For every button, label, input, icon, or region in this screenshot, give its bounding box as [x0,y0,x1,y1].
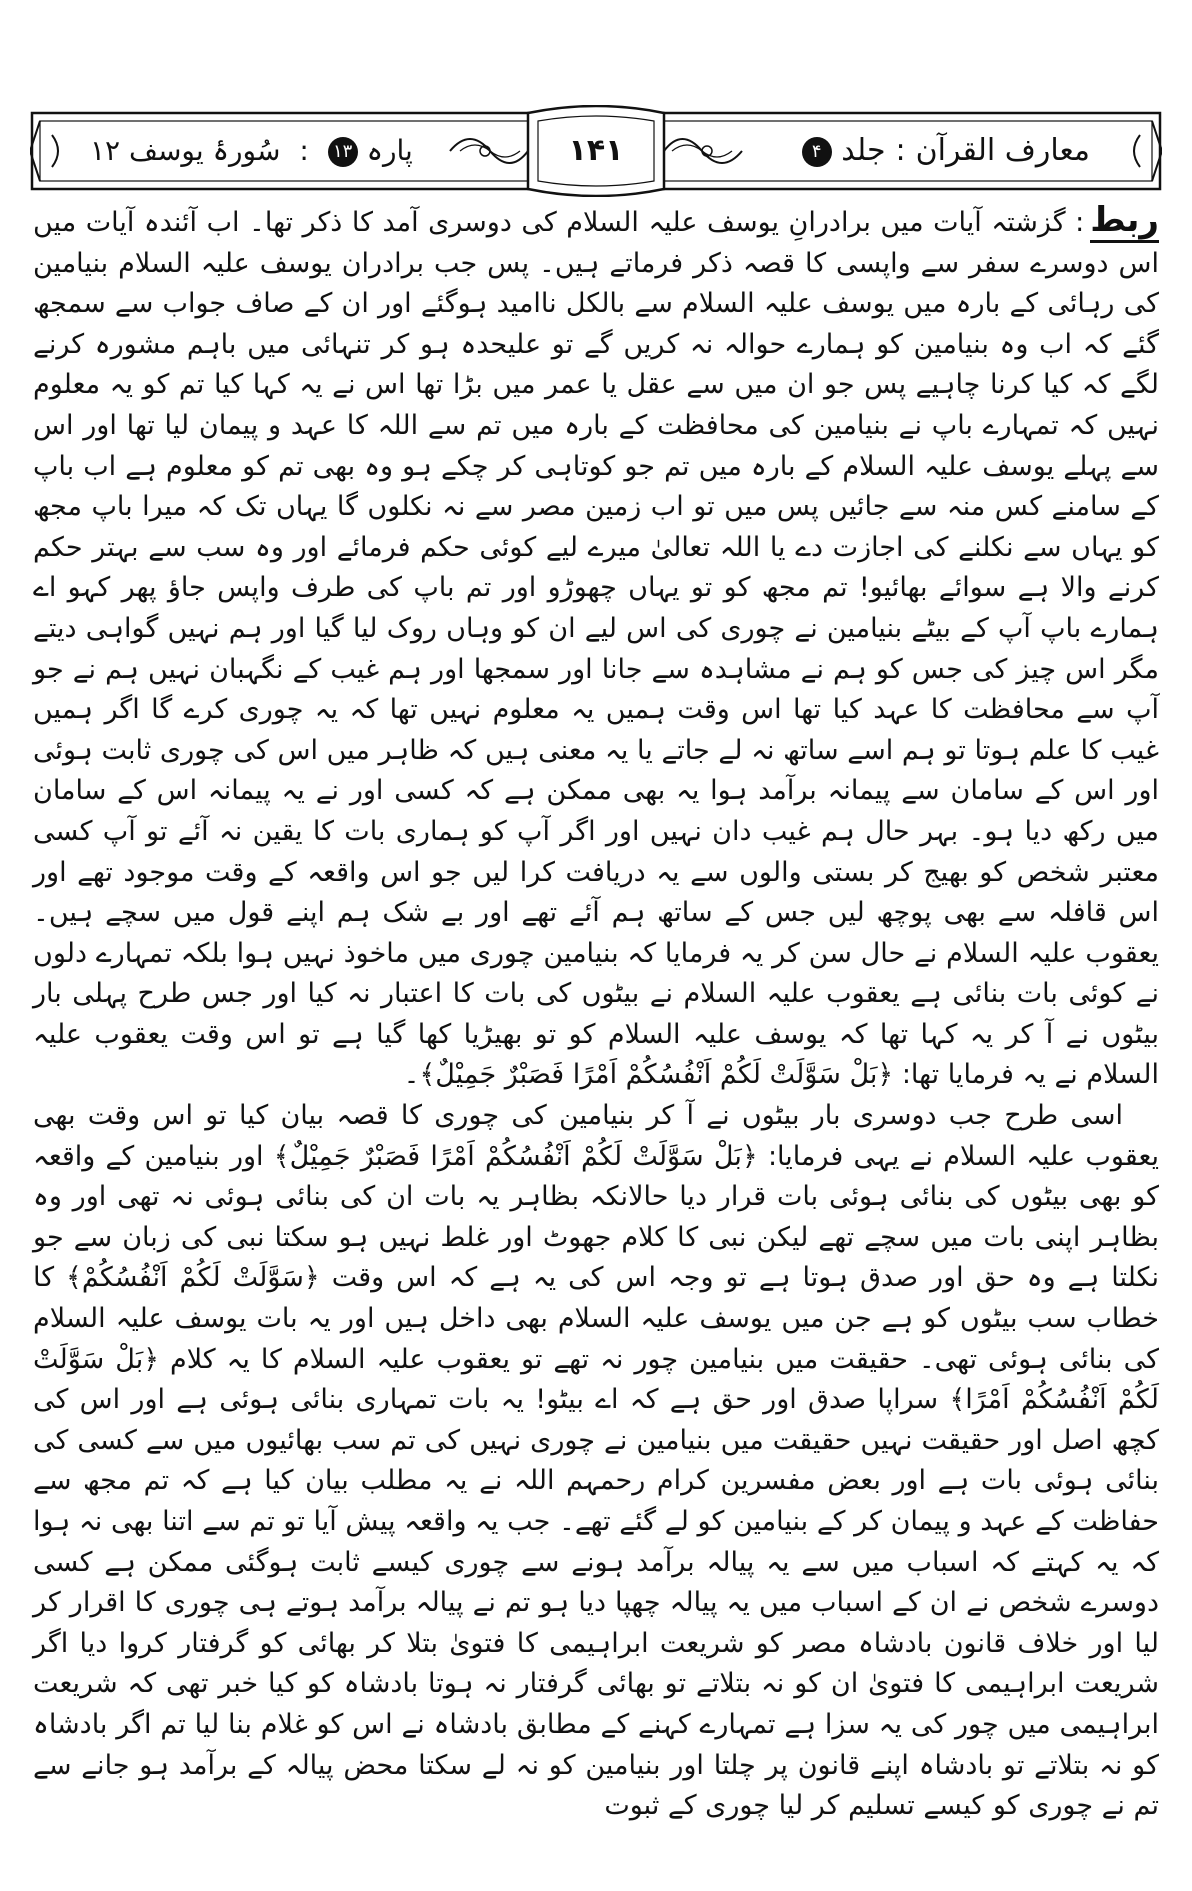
body-text [33,200,1159,1827]
surah-label: سُورۂ یوسف ۱۲ [90,134,281,167]
paragraph-1 [33,200,1159,1096]
rabt-heading: ربط [1090,200,1159,243]
page-number: ۱۴۱ [568,133,624,168]
book-title: معارف القرآن [915,133,1090,168]
header-book-title [802,129,1090,173]
para-label: پارہ [366,134,413,167]
volume-label: جلد [841,133,886,168]
para-separator: : [299,134,309,167]
paragraph-2: اسی طرح جب دوسری بار بیٹوں نے آ کر بنیامین کی چوری کا قصہ بیان کیا تو اس وقت بھی یعقوب علیہ السلام نے یہی فرمایا: ﴿بَلْ سَوَّلَتْ لَكُمْ اَنْفُسُكُمْ اَمْرًا فَصَبْرٌ جَمِيْلٌ﴾ اور بنیامین کے واقعہ کو بھی بیٹوں کی بنائی ہوئی بات قرار دیا حالانکہ بظاہر یہ بات ان کی بنائی ہوئی نہ تھی اور وہ بظاہر اپنی بات میں سچے تھے لیکن نبی کا کلام جھوٹ اور غلط نہیں ہو سکتا نبی کی زبان سے جو نکلتا ہے وہ حق اور صدق ہوتا ہے تو وجہ اس کی یہ ہے کہ اس وقت ﴿سَوَّلَتْ لَكُمْ اَنْفُسُكُمْ﴾ کا خطاب سب بیٹوں کو ہے جن میں یوسف علیہ السلام بھی داخل ہیں اور یہ بات یوسف علیہ السلام کی بنائی ہوئی تھی۔ حقیقت میں بنیامین چور نہ تھے تو یعقوب علیہ السلام کا یہ کلام ﴿بَلْ سَوَّلَتْ لَكُمْ اَنْفُسُكُمْ اَمْرًا﴾ سراپا صدق اور حق ہے کہ اے بیٹو! یہ بات تمہاری بنائی ہوئی ہے اور اس کی کچھ اصل اور حقیقت نہیں حقیقت میں بنیامین نے چوری نہیں کی تم سب بھائیوں میں سے کسی کی بنائی ہوئی بات ہے اور بعض مفسرین کرام رحمہم اللہ نے یہ مطلب بیان کیا ہے کہ تم مجھ سے حفاظت کے عہد و پیمان کر کے بنیامین کو لے گئے تھے۔ جب یہ واقعہ پیش آیا تو تم سے اتنا بھی نہ ہوا کہ یہ کہتے کہ اسباب میں سے یہ پیالہ برآمد ہونے سے چوری کیسے ثابت ہوگئی ممکن ہے کسی دوسرے شخص نے ان کے اسباب میں یہ پیالہ چھپا دیا ہو تم نے پیالہ برآمد ہوتے ہی چوری کا اقرار کر لیا اور خلاف قانون بادشاہ مصر کو شریعت ابراہیمی کا فتویٰ بتلا کر بھائی کو گرفتار کروا دیا اگر شریعت ابراہیمی کا فتویٰ ان کو نہ بتلاتے تو بھائی گرفتار نہ ہوتا بادشاہ کو کیا خبر تھی کہ شریعت ابراہیمی میں چور کی یہ سزا ہے تمہارے کہنے کے مطابق بادشاہ نے اس کو غلام بنا لیا تم اگر بادشاہ کو نہ بتلاتے تو بادشاہ اپنے قانون پر چلتا اور بنیامین کو نہ لے سکتا محض پیالہ کے برآمد ہو جانے سے تم نے چوری کو کیسے تسلیم کر لیا چوری کے ثبوت [33,1100,1159,1822]
para-number: ۱۳ [328,137,358,167]
title-separator: : [895,133,906,168]
paragraph-1-text: : گزشتہ آیات میں برادرانِ یوسف علیہ السلام کی دوسری آمد کا ذکر تھا۔ اب آئندہ آیات میں اس دوسرے سفر سے واپسی کا قصہ ذکر فرماتے ہیں۔ پس جب برادران یوسف علیہ السلام بنیامین کی رہائی کے بارہ میں یوسف علیہ السلام سے بالکل ناامید ہوگئے اور ان کے صاف جواب سے سمجھ گئے کہ اب وہ بنیامین کو ہمارے حوالہ نہ کریں گے تو علیحدہ ہو کر تنہائی میں باہم مشورہ کرنے لگے کہ کیا کرنا چاہیے پس جو ان میں سے عقل یا عمر میں بڑا تھا اس نے یہ کہا کیا تم کو یہ معلوم نہیں کہ تمہارے باپ نے بنیامین کی محافظت کے بارہ میں تم سے اللہ کا عہد و پیمان لیا تھا اور اس سے پہلے یوسف علیہ السلام کے بارہ میں تم جو کوتاہی کر چکے ہو وہ بھی تم کو معلوم ہے اب باپ کے سامنے کس منہ سے جائیں پس میں تو اب زمین مصر سے نہ نکلوں گا یہاں تک کہ میرا باپ مجھ کو یہاں سے نکلنے کی اجازت دے یا اللہ تعالیٰ میرے لیے کوئی حکم فرمائے اور وہ سب سے بہتر حکم کرنے والا ہے سوائے بھائیو! تم مجھ کو تو یہاں چھوڑو اور تم باپ کی طرف واپس جاؤ پھر کہو اے ہمارے باپ آپ کے بیٹے بنیامین نے چوری کی اس لیے ان کو وہاں روک لیا گیا اور ہم نہیں گواہی دیتے مگر اس چیز کی جس کو ہم نے مشاہدہ سے جانا اور سمجھا اور ہم غیب کے نگہبان نہیں ہم نے جو آپ سے محافظت کا عہد کیا تھا اس وقت ہمیں یہ معلوم نہیں تھا کہ یہ چوری کرے گا اگر ہمیں غیب کا علم ہوتا تو ہم اسے ساتھ نہ لے جاتے یا یہ معنی ہیں کہ ظاہر میں اس کی چوری ثابت ہوئی اور اس کے سامان سے پیمانہ برآمد ہوا یہ بھی ممکن ہے کہ کسی اور نے یہ پیمانہ اس کے سامان میں رکھ دیا ہو۔ بہر حال ہم غیب دان نہیں اور اگر آپ کو ہماری بات کا یقین نہ آئے تو آپ کسی معتبر شخص کو بھیج کر بستی والوں سے یہ دریافت کرا لیں جو اس واقعہ کے وقت موجود تھے اور اس قافلہ سے بھی پوچھ لیں جس کے ساتھ ہم آئے تھے اور بے شک ہم اپنے قول میں سچے ہیں۔ یعقوب علیہ السلام نے حال سن کر یہ فرمایا کہ بنیامین چوری میں ماخوذ نہیں ہوا بلکہ تمہارے دلوں نے کوئی بات بنائی ہے یعقوب علیہ السلام نے بیٹوں کی بات کا اعتبار نہ کیا اور جس طرح پہلی بار بیٹوں نے آ کر یہ کہا تھا کہ یوسف علیہ السلام کو تو بھیڑیا کھا گیا ہے تو اس وقت یعقوب علیہ السلام نے یہ فرمایا تھا: ﴿بَلْ سَوَّلَتْ لَكُمْ اَنْفُسُكُمْ اَمْرًا فَصَبْرٌ جَمِيْلٌ﴾۔ [33,207,1159,1091]
header-para-surah [90,129,413,173]
page-header [30,105,1162,197]
volume-number: ۴ [802,137,832,167]
